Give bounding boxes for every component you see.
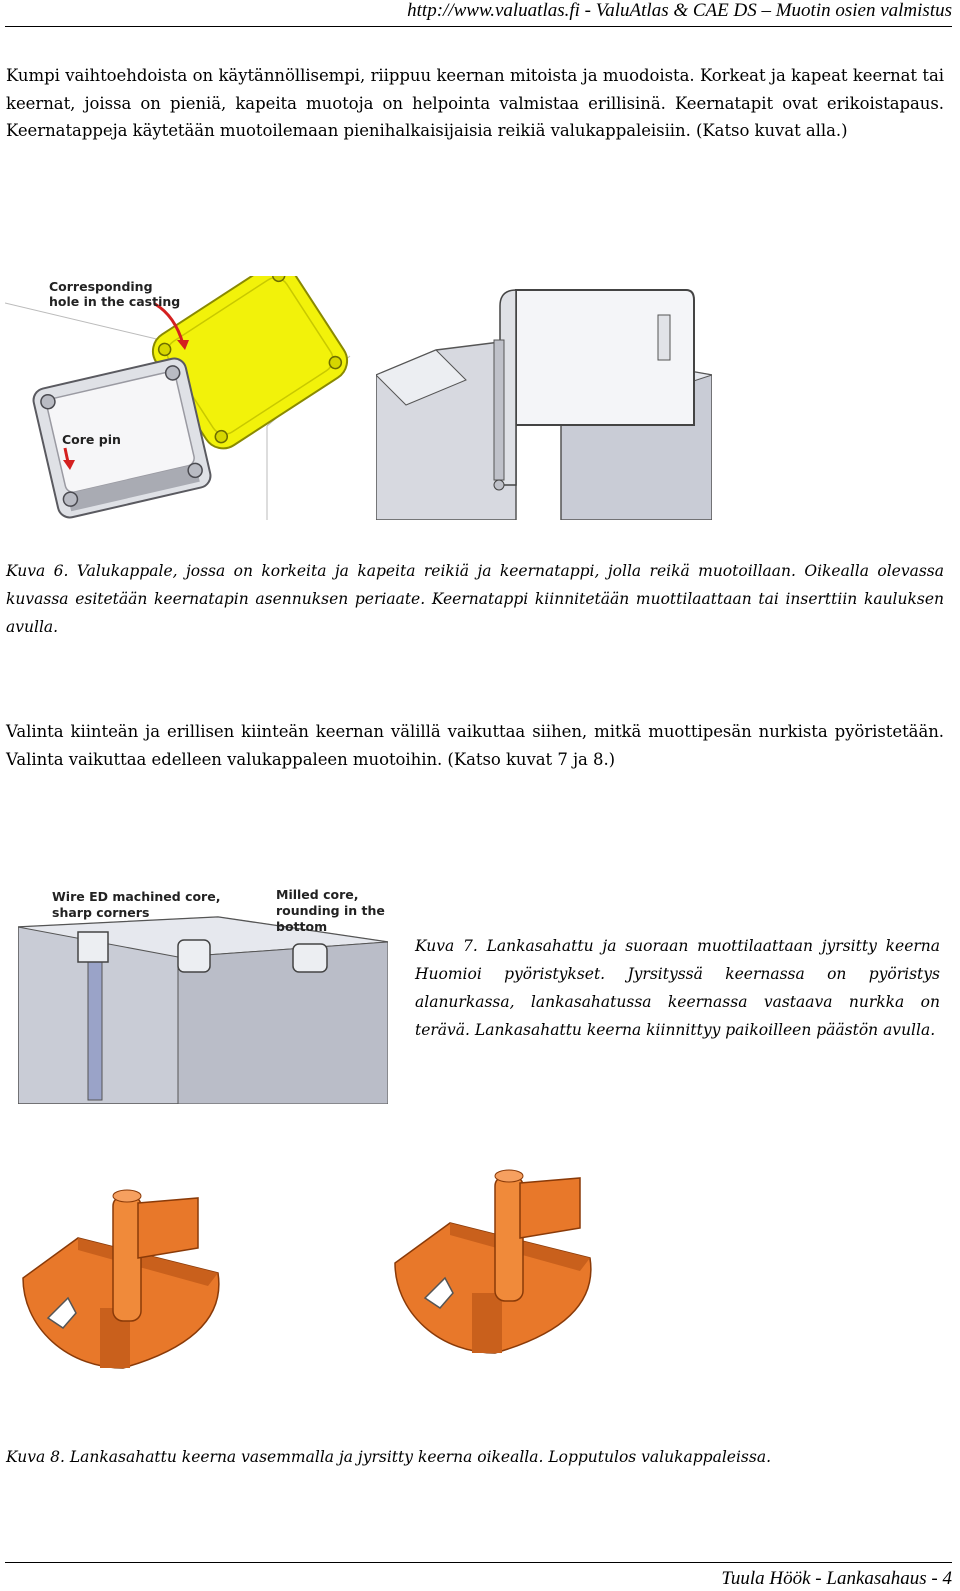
label-wire-ed-2: sharp corners <box>52 905 150 920</box>
label-core-pin: Core pin <box>62 432 121 447</box>
paragraph-1: Kumpi vaihtoehdoista on käytännöllisempi, riippuu keernan mitoista ja muodoista. Korkeat ja kapeat keernat tai keernat, joissa on pieniä, kapeita muotoja on helpointa valmistaa erillisinä. Keernatapit ovat erikoistapaus. Keernatappeja käytetään muotoilemaan pienihalkaisijaisia reikiä valukappaleisiin. (Katso kuvat alla.) <box>6 66 944 141</box>
page-header: http://www.valuatlas.fi - ValuAtlas & CAE DS – Muotin osien valmistus <box>407 0 952 21</box>
figure-6-caption: Kuva 6. Valukappale, jossa on korkeita ja kapeita reikiä ja keernatappi, jolla reikä muotoillaan. Oikealla olevassa kuvassa esitetään keernatapin asennuksen periaate. Keernatappi kiinnitetään muottilaattaan tai inserttiin kauluksen avulla. <box>6 562 944 636</box>
footer-rule <box>5 1562 952 1563</box>
figure-6-right-image <box>376 280 712 520</box>
figure-7-image <box>18 882 388 1104</box>
paragraph-2: Valinta kiinteän ja erillisen kiinteän keernan välillä vaikuttaa siihen, mitkä muottipesän nurkista pyöristetään. Valinta vaikuttaa edelleen valukappaleen muotoihin. (Katso kuvat 7 ja 8.) <box>6 722 944 769</box>
label-milled-core-2: rounding in the <box>276 903 385 918</box>
label-milled-core: Milled core, <box>276 887 359 902</box>
figure-6-left-image <box>5 276 355 520</box>
header-rule <box>5 26 952 27</box>
figure-8-caption: Kuva 8. Lankasahattu keerna vasemmalla ja jyrsitty keerna oikealla. Lopputulos valukappaleissa. <box>6 1448 771 1466</box>
label-corresponding-hole: Corresponding <box>49 279 153 294</box>
label-wire-ed: Wire ED machined core, <box>52 889 221 904</box>
figure-8-left-image <box>18 1188 228 1388</box>
figure-8-right-image <box>390 1168 600 1368</box>
label-corresponding-hole-2: hole in the casting <box>49 294 181 309</box>
page-footer: Tuula Höök - Lankasahaus - 4 <box>721 1568 952 1589</box>
label-milled-core-3: bottom <box>276 919 328 934</box>
figure-7-caption: Kuva 7. Lankasahattu ja suoraan muottilaattaan jyrsitty keerna Huomioi pyöristykset. Jyrsityssä keernassa on pyöristys alanurkassa, lankasahatussa keernassa vastaava nurkka on terävä. Lankasahattu keerna kiinnittyy paikoilleen päästön avulla. <box>415 937 940 1039</box>
